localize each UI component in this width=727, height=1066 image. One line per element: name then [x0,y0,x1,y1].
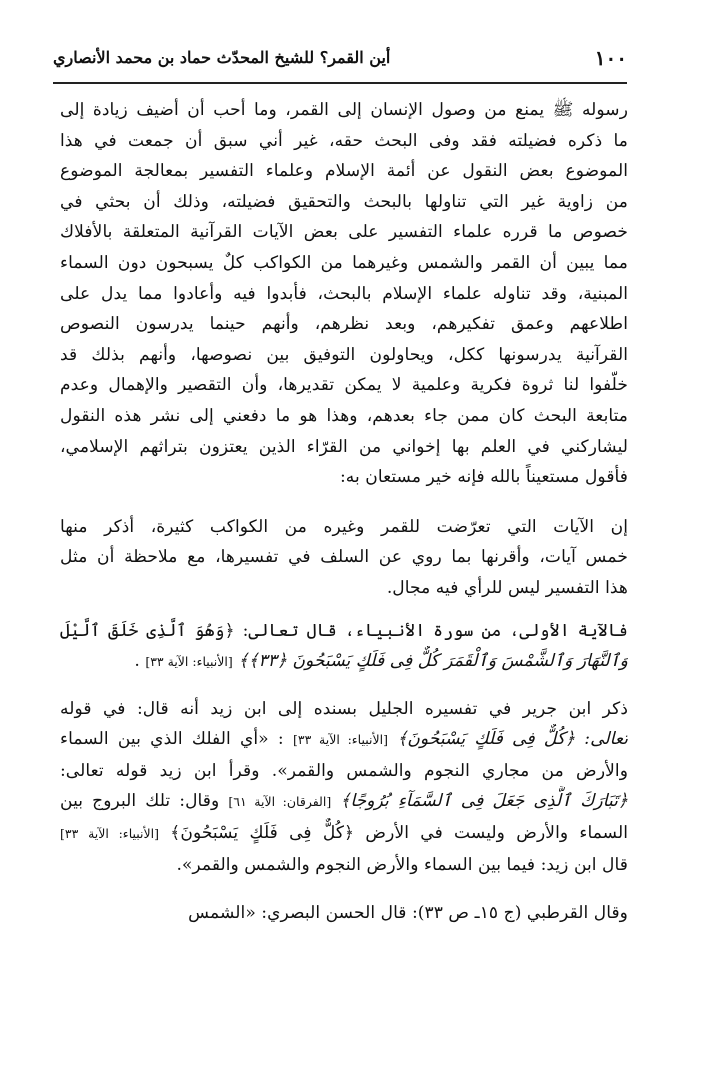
page-header [53,42,627,72]
paragraph-verses-intro [60,512,628,604]
paragraph-gap [60,604,628,616]
text-line [60,818,628,850]
text-line: قال ابن زيد: فيما بين السماء والأرض النجوم والشمس والقمر». [176,854,628,875]
paragraph-ibn-jarir [60,694,628,881]
verse-reference: [الأنبياء: الآية ٣٣] [145,654,233,670]
paragraph-first-verse [60,616,628,678]
verse-reference: [الفرقان: الآية ٦١] [228,794,332,810]
paragraph-intro [60,95,628,493]
text-line [60,724,628,756]
paragraph-gap [60,493,628,512]
text-line [60,786,628,818]
text-line: وقال القرطبي (ج ١٥ـ ص ٣٣): قال الحسن البصري: «الشمس [188,903,628,924]
text-line: القرآنية يدرسونها ككل، ويحاولون التوفيق بين نصوصها، وأنهم بذلك قد [60,344,628,365]
verse-reference: [الأنبياء: الآية ٣٣] [60,826,159,842]
text-line: ما ذكره فضيلته فقد وفى البحث حقه، غير أني سبق أن جمعت في هذا [60,130,628,151]
text-fragment: : «أي الفلك الذي بين السماء [60,729,284,750]
quran-verse: وَٱلنَّهَارَ وَٱلشَّمْسَ وَٱلْقَمَرَ كُلٌّ فِى فَلَكٍ يَسْبَحُونَ ﴿٣٣﴾﴾ [238,651,628,672]
paragraph-gap [60,678,628,694]
text-line: من زاوية غير التي تناولها بالبحث والتحقيق فضيلته، وذلك أن بحثي في [60,191,628,212]
text-line: فالآية الأولى، من سورة الأنبياء، قال تعالى: ﴿وَهُوَ ٱلَّذِى خَلَقَ ٱلَّيْلَ [60,620,628,641]
quran-verse: تعالى: ﴿كُلٌّ فِى فَلَكٍ يَسْبَحُونَ﴾ [397,729,628,750]
verse-reference: [الأنبياء: الآية ٣٣] [292,732,388,748]
quran-verse: ﴿تَبَارَكَ ٱلَّذِى جَعَلَ فِى ٱلسَّمَآءِ بُرُوجًا﴾ [340,791,628,812]
text-line: هذا التفسير ليس للرأي فيه مجال. [386,577,628,598]
header-rule [53,82,627,84]
paragraph-qurtubi [60,898,628,929]
text-line: خلّفوا لنا ثروة فكرية وعلمية لا يمكن تقديرها، وأن التقصير والإهمال وعدم [60,375,628,396]
text-line: إن الآيات التي تعرّضت للقمر وغيره من الكواكب كثيرة، أذكر منها [60,516,628,537]
text-line: ليشاركني في العلم بها إخواني من القرّاء الذين يعتزون بتراثهم الإسلامي، [60,436,628,457]
text-line: الموضوع بعض النقول عن أئمة الإسلام وعلماء التفسير بمعالجة الموضوع [60,161,628,182]
text-line: مما يبين أن القمر والشمس وغيرهما من الكواكب كلٌ يسبحون دون السماء [60,252,628,273]
text-line: ذكر ابن جرير في تفسيره الجليل بسنده إلى ابن زيد أنه قال: في قوله [60,698,628,719]
text-line: اطلاعهم وعمق تفكيرهم، وبعد نظرهم، وأنهم حينما يدرسون النصوص [60,314,628,335]
text-line: خمس آيات، وأقرنها بما روي عن السلف في تفسيرها، مع ملاحظة أن مثل [60,547,628,568]
text-line: فأقول مستعيناً بالله فإنه خير مستعان به: [339,467,628,488]
paragraph-gap [60,880,628,898]
running-title: أين القمر؟ للشيخ المحدّث حماد بن محمد الأنصاري [53,48,391,67]
text-line [60,646,628,678]
text-line: رسوله ﷺ يمنع من وصول الإنسان إلى القمر، وما أحب أن أضيف زيادة إلى [60,100,628,120]
text-line: المبنية، وقد تناوله علماء الإسلام بالبحث، فأبدوا فيه وأعادوا مما يدل على [60,283,628,304]
text-fragment: السماء والأرض وليست في الأرض ﴿كُلٌّ فِى فَلَكٍ يَسْبَحُونَ﴾ [170,823,628,844]
text-line: خصوص ما قرره علماء التفسير على بعض الآيات القرآنية المتعلقة بالأفلاك [60,222,628,243]
page-number: ١٠٠ [594,46,627,70]
body-text [60,95,628,929]
text-fragment: وقال: تلك البروج بين [60,791,220,812]
text-line: متابعة البحث كان ممن جاء بعدهم، وهذا هو ما دفعني إلى نشر هذه النقول [60,405,628,426]
text-line: والأرض من مجاري النجوم والشمس والقمر». وقرأ ابن زيد قوله تعالى: [60,760,628,781]
text-fragment: . [134,651,140,672]
